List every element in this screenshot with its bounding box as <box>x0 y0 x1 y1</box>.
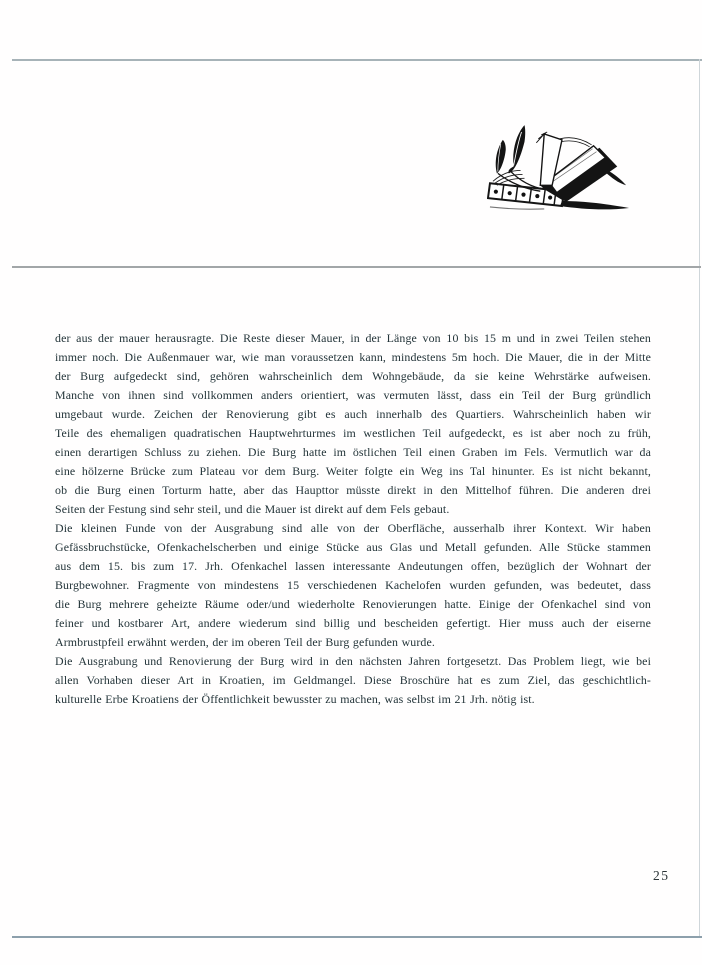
text-line: Teile des ehemaligen quadratischen Hauptwehrturmes im westlichen Teil aufgedeckt, es ist aber noch zu früh, <box>55 426 651 440</box>
text-line: Die kleinen Funde von der Ausgrabung sind alle von der Oberfläche, ausserhalb ihrer Kontext. Wir haben <box>55 521 651 535</box>
text-line: Seiten der Festung sind sehr steil, und die Mauer ist direkt auf dem Fels gebaut. <box>55 502 450 516</box>
page-number: 25 <box>653 868 670 883</box>
text-line: der Burg aufgedeckt sind, gehören wahrscheinlich dem Wohngebäude, da sie keine Wehrstärke aufweisen. <box>55 369 651 383</box>
page-edge-line <box>699 59 700 937</box>
text-line: die Burg mehrere geheizte Räume oder/und wiederholte Renovierungen hatte. Einige der Ofenkachel sind von <box>55 597 651 611</box>
body-text <box>55 329 651 709</box>
open-book-quill-illustration <box>487 122 635 213</box>
text-line: Manche von ihnen sind vollkommen anders orientiert, was vermuten lässt, dass ein Teil der Burg gründlich <box>55 388 651 402</box>
text-line: ob die Burg einen Torturm hatte, aber das Haupttor müsste direkt in den Mittelhof führen. Die anderen drei <box>55 483 651 497</box>
text-line: umgebaut wurde. Zeichen der Renovierung gibt es auch innerhalb des Quartiers. Wahrscheinlich haben wir <box>55 407 651 421</box>
text-line: feiner und kostbarer Art, andere wiederum sind billig und bescheiden gefertigt. Hier muss auch der eiserne <box>55 616 651 630</box>
text-line: allen Vorhaben dieser Art in Kroatien, im Geldmangel. Diese Broschüre hat es zum Ziel, das geschichtlich- <box>55 673 651 687</box>
text-line: eine hölzerne Brücke zum Plateau vor dem Burg. Weiter folgte ein Weg ins Tal hinunter. Es ist nicht bekannt, <box>55 464 651 478</box>
text-line: der aus der mauer herausragte. Die Reste dieser Mauer, in der Länge von 10 bis 15 m und in zwei Teilen stehen <box>55 331 651 345</box>
text-line: Gefässbruchstücke, Ofenkachelscherben und einige Stücke aus Glas und Metall gefunden. Alle Stücke stammen <box>55 540 651 554</box>
top-rule <box>12 59 702 61</box>
middle-rule <box>12 266 701 268</box>
bottom-rule <box>12 936 702 938</box>
text-line: Burgbewohner. Fragmente von mindestens 15 verschiedenen Kachelofen wurden gefunden, was bedeutet, dass <box>55 578 651 592</box>
text-line: Armbrustpfeil erwähnt werden, der im oberen Teil der Burg gefunden wurde. <box>55 635 435 649</box>
text-line: aus dem 15. bis zum 17. Jrh. Ofenkachel lassen interessante Andeutungen offen, bezüglich der Wohnart der <box>55 559 651 573</box>
text-line: einen derartigen Schluss zu ziehen. Die Burg hatte im östlichen Teil einen Graben im Fels. Vermutlich war da <box>55 445 651 459</box>
text-line: Die Ausgrabung und Renovierung der Burg wird in den nächsten Jahren fortgesetzt. Das Problem liegt, wie bei <box>55 654 651 668</box>
text-line: immer noch. Die Außenmauer war, wie man voraussetzen kann, mindestens 5m hoch. Die Mauer, die in der Mitte <box>55 350 651 364</box>
text-line: kulturelle Erbe Kroatiens der Öffentlichkeit bewusster zu machen, was selbst im 21 Jrh. nötig ist. <box>55 692 535 706</box>
